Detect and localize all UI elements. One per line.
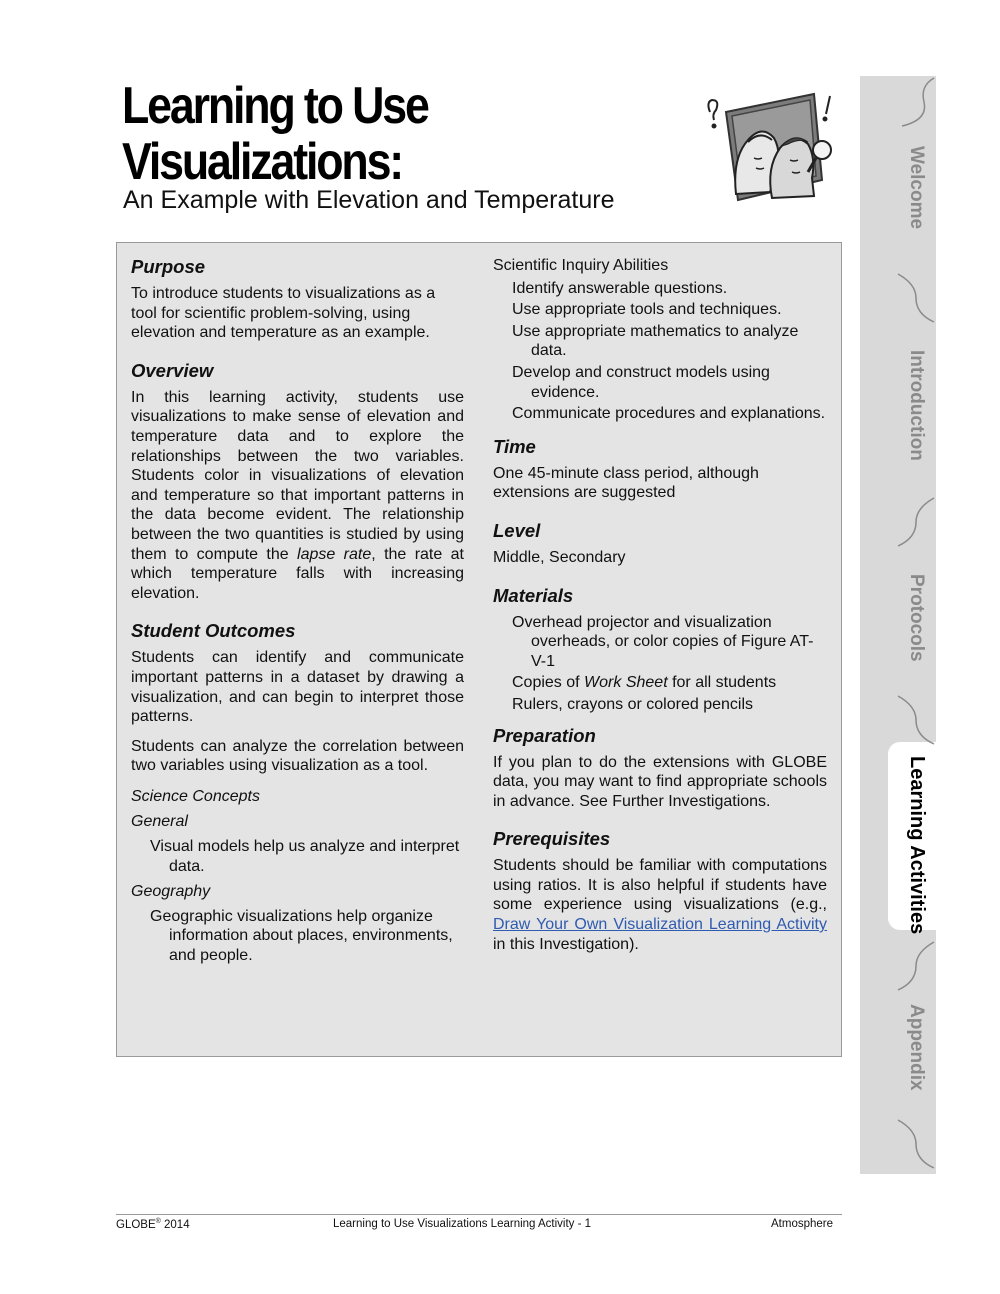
preparation-section: [493, 725, 827, 812]
left-column: [131, 256, 464, 966]
outcomes-paragraph-1: Students can identify and communicate important patterns in a dataset by drawing a visualization, and can begin to interpret those patterns.: [131, 649, 464, 726]
time-heading: Time: [493, 435, 536, 457]
level-heading: Level: [493, 519, 541, 541]
purpose-heading: Purpose: [131, 256, 206, 277]
overview-text: In this learning activity, students use visualizations to make sense of elevation and temperature data and to explore the relationships between the two variables. Students color in visualizations of elevation and temperature so that important patterns in the data become evident. The relationship between the two quantities is studied by using them to compute the lapse rate, the rate at which temperature falls with increasing elevation.: [131, 388, 464, 602]
purpose-text: To introduce students to visualizations as a tool for scientific problem-solving, using elevation and temperature as an example.: [131, 285, 436, 342]
tab-divider-icon: [896, 76, 936, 128]
inquiry-heading: Scientific Inquiry Abilities: [493, 257, 669, 274]
tab-introduction[interactable]: Introduction: [906, 350, 927, 461]
materials-section: [493, 585, 827, 715]
outcomes-section: [131, 620, 464, 965]
outcomes-paragraph-2: Students can analyze the correlation between two variables using visualization as a tool.: [131, 737, 464, 775]
prerequisites-text: Students should be familiar with computations using ratios. It is also helpful if students have some experience using visualizations (e.g., Draw Your Own Visualization Learning Activity in this Investigation).: [493, 857, 827, 953]
time-section: [493, 436, 827, 503]
purpose-section: [131, 256, 464, 343]
materials-item: Overhead projector and visualization overheads, or color copies of Figure AT-V-1: [512, 613, 814, 670]
page-title: [122, 78, 428, 190]
level-text: Middle, Secondary: [493, 548, 626, 566]
preparation-heading: Preparation: [493, 724, 596, 746]
inquiry-item: Communicate procedures and explanations.: [512, 405, 826, 423]
tab-divider-icon: [896, 496, 936, 548]
footer-left: GLOBE® 2014: [116, 1218, 190, 1231]
inquiry-item: Use appropriate mathematics to analyze data.: [512, 322, 799, 360]
general-item: Visual models help us analyze and interpret data.: [150, 838, 460, 875]
prerequisites-heading: Prerequisites: [493, 828, 611, 850]
students-illustration-icon: [696, 88, 842, 204]
title-line-2: Visualizations:: [122, 133, 403, 191]
lapse-rate-term: lapse rate: [297, 545, 372, 563]
right-column: [493, 256, 827, 954]
materials-item: Copies of Work Sheet for all students: [512, 674, 777, 692]
materials-item: Rulers, crayons or colored pencils: [512, 695, 753, 713]
geography-label: Geography: [131, 883, 211, 901]
draw-your-own-visualization-link[interactable]: Draw Your Own Visualization Learning Activity: [493, 916, 827, 934]
tab-appendix[interactable]: Appendix: [906, 1004, 927, 1091]
inquiry-item: Develop and construct models using evidence.: [512, 363, 770, 401]
geography-item: Geographic visualizations help organize information about places, environments, and people.: [150, 907, 453, 965]
footer-divider: [116, 1214, 842, 1215]
time-text: One 45-minute class period, although extensions are suggested: [493, 464, 759, 502]
tab-learning-activities[interactable]: Learning Activities: [906, 756, 928, 935]
inquiry-item: Use appropriate tools and techniques.: [512, 301, 782, 319]
outcomes-heading: Student Outcomes: [131, 620, 296, 642]
overview-heading: Overview: [131, 359, 214, 381]
page-subtitle: An Example with Elevation and Temperature: [123, 186, 615, 214]
work-sheet-term: Work Sheet: [584, 674, 668, 692]
footer-right: Atmosphere: [771, 1218, 834, 1230]
preparation-text: If you plan to do the extensions with GLOBE data, you may want to find appropriate schools in advance. See Further Investigations.: [493, 753, 827, 810]
prerequisites-section: [493, 828, 827, 954]
inquiry-item: Identify answerable questions.: [512, 279, 728, 297]
materials-heading: Materials: [493, 584, 574, 606]
tab-protocols[interactable]: Protocols: [906, 574, 927, 662]
tab-welcome[interactable]: Welcome: [906, 146, 927, 230]
science-concepts-label: Science Concepts: [131, 787, 260, 805]
inquiry-section: [493, 256, 827, 424]
tab-divider-icon: [896, 940, 936, 992]
general-label: General: [131, 813, 188, 831]
tab-divider-icon: [896, 272, 936, 324]
tab-divider-icon: [896, 694, 936, 746]
tab-divider-icon: [896, 1118, 936, 1170]
overview-section: [131, 360, 464, 604]
title-line-1: Learning to Use: [122, 77, 428, 135]
level-section: [493, 520, 827, 568]
footer-center: Learning to Use Visualizations Learning Activity - 1: [333, 1218, 592, 1230]
